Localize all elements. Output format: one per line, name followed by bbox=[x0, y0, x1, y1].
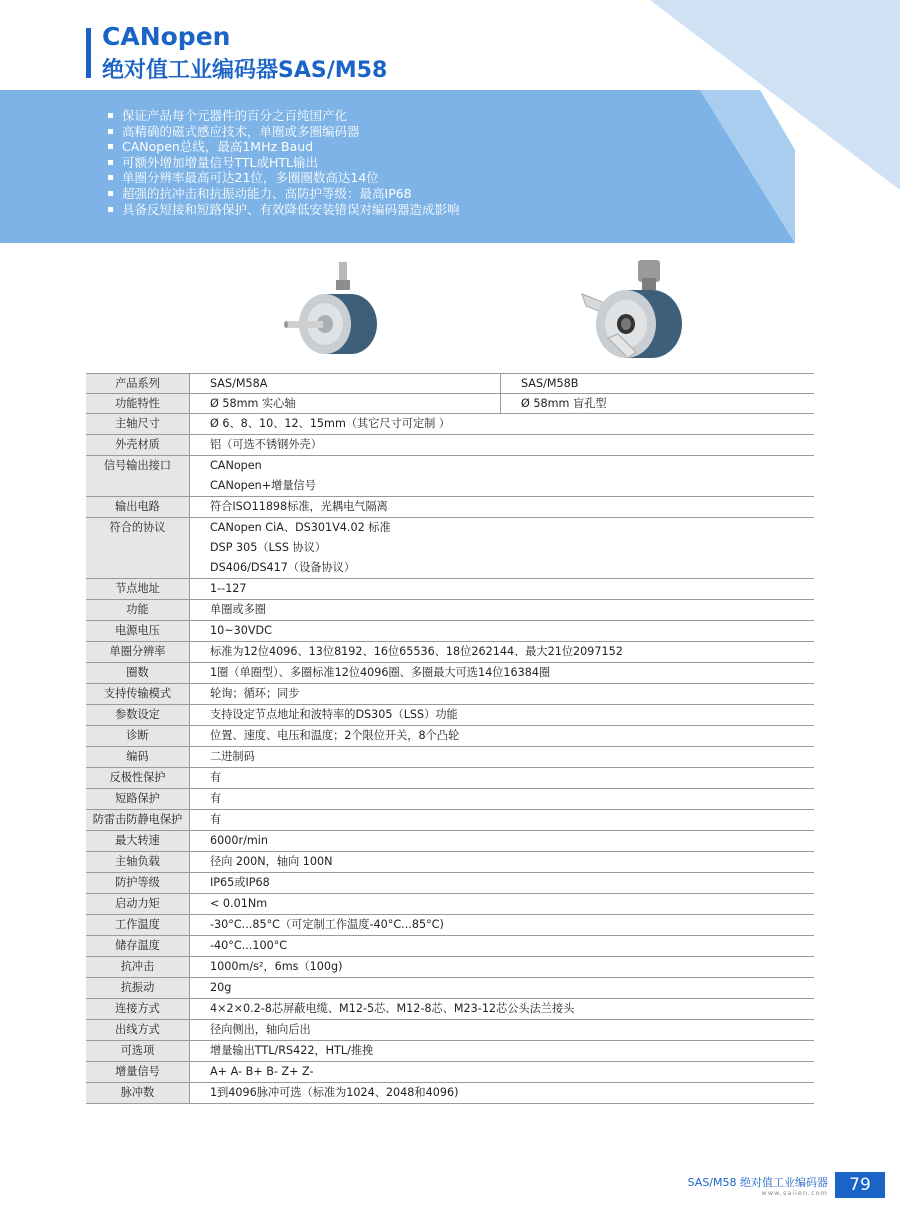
solid-shaft-encoder-icon bbox=[283, 262, 383, 372]
table-row bbox=[86, 374, 814, 394]
table-row bbox=[86, 414, 814, 435]
row-label: 反极性保护 bbox=[86, 768, 190, 789]
table-row bbox=[86, 789, 814, 810]
row-label: 外壳材质 bbox=[86, 435, 190, 456]
bullet-icon bbox=[108, 129, 113, 134]
row-label: 功能特性 bbox=[86, 394, 190, 414]
table-row bbox=[86, 579, 814, 600]
value-line: 4×2×0.2-8芯屏蔽电缆、M12-5芯、M12-8芯、M23-12芯公头法兰接头 bbox=[210, 1002, 575, 1015]
row-value bbox=[190, 789, 815, 810]
row-label: 参数设定 bbox=[86, 705, 190, 726]
feature-text: 可额外增加增量信号TTL或HTL输出 bbox=[122, 154, 319, 170]
row-value bbox=[190, 663, 815, 684]
footer-title: SAS/M58 绝对值工业编码器 bbox=[687, 1176, 828, 1189]
feature-list bbox=[108, 108, 460, 217]
value-line: 1圈（单圈型）、多圈标准12位4096圈、多圈最大可选14位16384圈 bbox=[210, 666, 551, 679]
table-row bbox=[86, 642, 814, 663]
table-row bbox=[86, 957, 814, 978]
value-line: 有 bbox=[210, 792, 222, 805]
row-value bbox=[190, 1020, 815, 1041]
row-value bbox=[190, 579, 815, 600]
row-label: 产品系列 bbox=[86, 374, 190, 394]
row-value bbox=[190, 957, 815, 978]
page-title-line2: 绝对值工业编码器SAS/M58 bbox=[102, 58, 388, 83]
feature-b: Ø 58mm 盲孔型 bbox=[501, 394, 815, 414]
row-label: 储存温度 bbox=[86, 936, 190, 957]
table-row bbox=[86, 497, 814, 518]
bullet-icon bbox=[108, 191, 113, 196]
value-line: IP65或IP68 bbox=[210, 876, 270, 889]
row-value bbox=[190, 936, 815, 957]
row-label: 抗冲击 bbox=[86, 957, 190, 978]
feature-item bbox=[108, 170, 460, 186]
row-label: 启动力矩 bbox=[86, 894, 190, 915]
row-label: 脉冲数 bbox=[86, 1083, 190, 1104]
row-value bbox=[190, 894, 815, 915]
feature-text: CANopen总线，最高1MHz Baud bbox=[122, 139, 314, 155]
bullet-icon bbox=[108, 144, 113, 149]
table-row bbox=[86, 915, 814, 936]
feature-a: Ø 58mm 实心轴 bbox=[190, 394, 501, 414]
table-row bbox=[86, 1062, 814, 1083]
row-value bbox=[190, 810, 815, 831]
page-title-line1: CANopen bbox=[102, 22, 231, 51]
feature-item bbox=[108, 186, 460, 202]
row-label: 最大转速 bbox=[86, 831, 190, 852]
bullet-icon bbox=[108, 160, 113, 165]
table-row bbox=[86, 394, 814, 414]
row-value bbox=[190, 915, 815, 936]
bullet-icon bbox=[108, 207, 113, 212]
row-value bbox=[190, 684, 815, 705]
table-row bbox=[86, 600, 814, 621]
row-label: 出线方式 bbox=[86, 1020, 190, 1041]
row-value bbox=[190, 1083, 815, 1104]
value-line: CANopen+增量信号 bbox=[210, 479, 316, 492]
value-line: DSP 305（LSS 协议） bbox=[210, 541, 327, 554]
value-line: 支持设定节点地址和波特率的DS305（LSS）功能 bbox=[210, 708, 458, 721]
row-label: 主轴负载 bbox=[86, 852, 190, 873]
table-row bbox=[86, 1041, 814, 1062]
value-line: Ø 6、8、10、12、15mm（其它尺寸可定制 ） bbox=[210, 417, 451, 430]
row-label: 输出电路 bbox=[86, 497, 190, 518]
row-value bbox=[190, 768, 815, 789]
row-label: 工作温度 bbox=[86, 915, 190, 936]
row-label: 抗振动 bbox=[86, 978, 190, 999]
table-row bbox=[86, 435, 814, 456]
row-value bbox=[190, 978, 815, 999]
value-line: 有 bbox=[210, 813, 222, 826]
row-label: 电源电压 bbox=[86, 621, 190, 642]
row-value bbox=[190, 747, 815, 768]
row-value bbox=[190, 852, 815, 873]
table-row bbox=[86, 663, 814, 684]
value-line: 1000m/s²，6ms（100g) bbox=[210, 960, 343, 973]
table-row bbox=[86, 768, 814, 789]
row-value bbox=[190, 1062, 815, 1083]
value-line: CANopen bbox=[210, 459, 262, 472]
table-row bbox=[86, 978, 814, 999]
page-number: 79 bbox=[835, 1172, 885, 1198]
value-line: 径向侧出，轴向后出 bbox=[210, 1023, 311, 1036]
value-line: A+ A- B+ B- Z+ Z- bbox=[210, 1065, 314, 1078]
table-row bbox=[86, 936, 814, 957]
value-line: 单圈或多圈 bbox=[210, 603, 266, 616]
table-row bbox=[86, 456, 814, 497]
row-value bbox=[190, 621, 815, 642]
table-row bbox=[86, 831, 814, 852]
row-label: 符合的协议 bbox=[86, 518, 190, 579]
row-value bbox=[190, 999, 815, 1020]
feature-item bbox=[108, 108, 460, 124]
value-line: 20g bbox=[210, 981, 232, 994]
row-value bbox=[190, 456, 815, 497]
row-label: 信号输出接口 bbox=[86, 456, 190, 497]
table-row bbox=[86, 1083, 814, 1104]
row-label: 功能 bbox=[86, 600, 190, 621]
row-label: 支持传输模式 bbox=[86, 684, 190, 705]
value-line: 铝（可选不锈钢外壳） bbox=[210, 438, 322, 451]
title-accent-bar bbox=[86, 28, 91, 78]
row-value bbox=[190, 414, 815, 435]
table-row bbox=[86, 621, 814, 642]
value-line: < 0.01Nm bbox=[210, 897, 268, 910]
feature-item bbox=[108, 139, 460, 155]
row-value bbox=[190, 600, 815, 621]
row-value bbox=[190, 873, 815, 894]
table-row bbox=[86, 705, 814, 726]
series-a: SAS/M58A bbox=[190, 374, 501, 394]
row-value bbox=[190, 705, 815, 726]
row-value bbox=[190, 1041, 815, 1062]
bullet-icon bbox=[108, 113, 113, 118]
table-row bbox=[86, 726, 814, 747]
row-label: 单圈分辨率 bbox=[86, 642, 190, 663]
value-line: 径向 200N，轴向 100N bbox=[210, 855, 333, 868]
bullet-icon bbox=[108, 175, 113, 180]
table-row bbox=[86, 999, 814, 1020]
row-value bbox=[190, 642, 815, 663]
value-line: DS406/DS417（设备协议） bbox=[210, 561, 356, 574]
value-line: CANopen CiA、DS301V4.02 标准 bbox=[210, 521, 391, 534]
table-row bbox=[86, 1020, 814, 1041]
row-label: 圈数 bbox=[86, 663, 190, 684]
table-row bbox=[86, 873, 814, 894]
table-row bbox=[86, 518, 814, 579]
row-value bbox=[190, 726, 815, 747]
value-line: 位置、速度、电压和温度；2个限位开关，8个凸轮 bbox=[210, 729, 460, 742]
row-label: 增量信号 bbox=[86, 1062, 190, 1083]
spec-table bbox=[86, 373, 814, 1104]
value-line: 1--127 bbox=[210, 582, 247, 595]
feature-text: 具备反短接和短路保护、有效降低安装错误对编码器造成影响 bbox=[122, 201, 460, 217]
blind-hole-encoder-icon bbox=[578, 258, 688, 370]
feature-text: 保证产品每个元器件的百分之百纯国产化 bbox=[122, 108, 348, 123]
value-line: 二进制码 bbox=[210, 750, 255, 763]
row-label: 可选项 bbox=[86, 1041, 190, 1062]
value-line: 符合ISO11898标准，光耦电气隔离 bbox=[210, 500, 388, 513]
table-row bbox=[86, 747, 814, 768]
feature-text: 超强的抗冲击和抗振动能力、高防护等级：最高IP68 bbox=[122, 185, 412, 201]
row-label: 防雷击防静电保护 bbox=[86, 810, 190, 831]
feature-item bbox=[108, 124, 460, 140]
row-label: 节点地址 bbox=[86, 579, 190, 600]
value-line: 增量输出TTL/RS422，HTL/推挽 bbox=[210, 1044, 374, 1057]
feature-item bbox=[108, 155, 460, 171]
series-b: SAS/M58B bbox=[501, 374, 815, 394]
table-row bbox=[86, 852, 814, 873]
table-row bbox=[86, 894, 814, 915]
row-value bbox=[190, 518, 815, 579]
value-line: 轮询；循环；同步 bbox=[210, 687, 300, 700]
row-label: 主轴尺寸 bbox=[86, 414, 190, 435]
value-line: 1到4096脉冲可选（标准为1024、2048和4096) bbox=[210, 1086, 459, 1099]
feature-item bbox=[108, 202, 460, 218]
row-value bbox=[190, 831, 815, 852]
row-value bbox=[190, 497, 815, 518]
row-label: 防护等级 bbox=[86, 873, 190, 894]
value-line: -40°C...100°C bbox=[210, 939, 288, 952]
value-line: -30°C...85°C（可定制工作温度-40°C...85°C) bbox=[210, 918, 444, 931]
feature-text: 高精确的磁式感应技术，单圈或多圈编码器 bbox=[122, 123, 360, 139]
row-label: 诊断 bbox=[86, 726, 190, 747]
table-row bbox=[86, 810, 814, 831]
row-value bbox=[190, 435, 815, 456]
value-line: 6000r/min bbox=[210, 834, 268, 847]
table-row bbox=[86, 684, 814, 705]
row-label: 短路保护 bbox=[86, 789, 190, 810]
value-line: 10~30VDC bbox=[210, 624, 272, 637]
footer bbox=[0, 1172, 900, 1202]
value-line: 有 bbox=[210, 771, 222, 784]
value-line: 标准为12位4096、13位8192、16位65536、18位262144、最大21位2097152 bbox=[210, 645, 623, 658]
row-label: 编码 bbox=[86, 747, 190, 768]
footer-url: www.saiien.com bbox=[761, 1189, 828, 1197]
row-label: 连接方式 bbox=[86, 999, 190, 1020]
feature-text: 单圈分辨率最高可达21位，多圈圈数高达14位 bbox=[122, 170, 379, 186]
